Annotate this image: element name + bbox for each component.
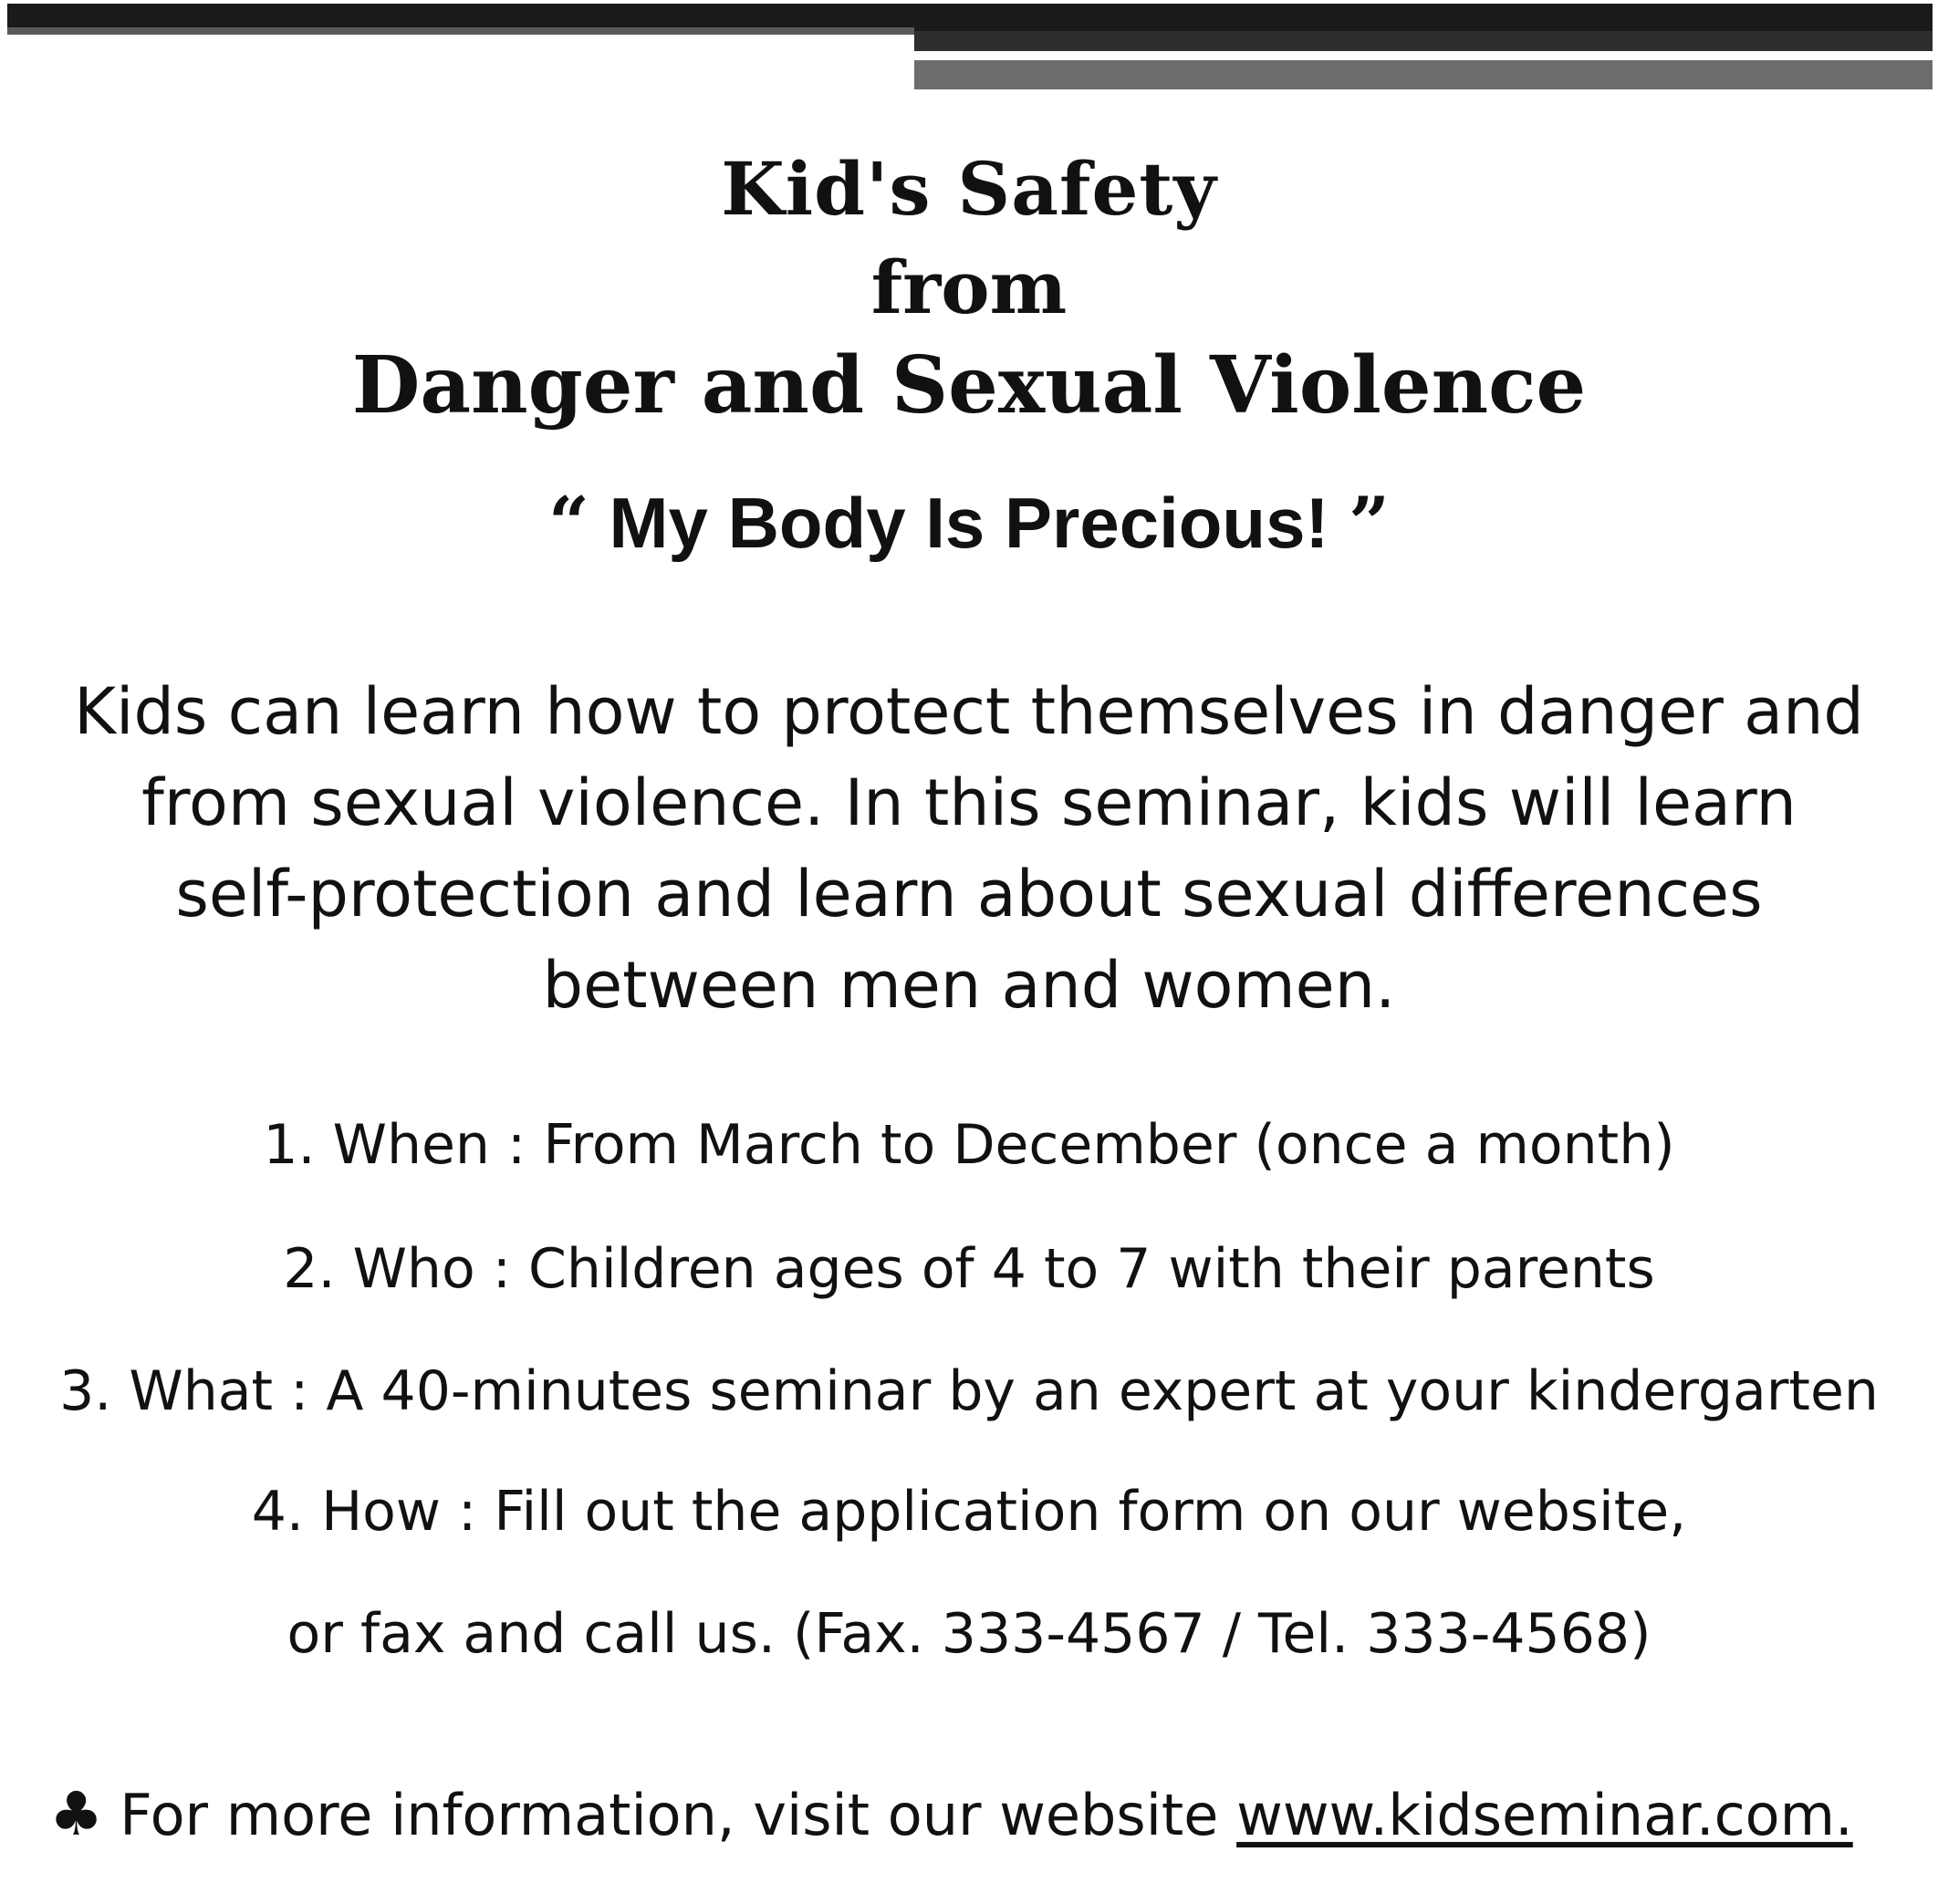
decorative-bar-right-lower bbox=[914, 60, 1933, 89]
detail-what: 3. What : A 40-minutes seminar by an expert at your kindergarten bbox=[59, 1359, 1879, 1423]
close-quote: ” bbox=[1349, 482, 1390, 565]
club-suit-icon: ♣ bbox=[49, 1779, 104, 1849]
slogan-text: My Body Is Precious! bbox=[589, 483, 1349, 563]
detail-how-contact: or fax and call us. (Fax. 333-4567 / Tel. 333-4568) bbox=[287, 1602, 1651, 1666]
description bbox=[55, 666, 1883, 1031]
description-line: Kids can learn how to protect themselves in danger and bbox=[74, 674, 1864, 749]
decorative-bar-right-middle bbox=[914, 31, 1933, 51]
title-line-2: from bbox=[870, 245, 1068, 330]
title-line-3: Danger and Sexual Violence bbox=[351, 339, 1587, 432]
footer-text: For more information, visit our website bbox=[120, 1782, 1237, 1848]
open-quote: “ bbox=[548, 482, 589, 565]
decorative-bar-top-shadow bbox=[7, 27, 914, 35]
detail-how: 4. How : Fill out the application form on our website, bbox=[251, 1480, 1687, 1544]
website-link[interactable]: www.kidseminar.com. bbox=[1236, 1782, 1853, 1848]
title-line-1: Kid's Safety bbox=[721, 146, 1217, 232]
slogan bbox=[0, 482, 1938, 565]
detail-when: 1. When : From March to December (once a month) bbox=[263, 1113, 1675, 1177]
footer-info bbox=[49, 1779, 1853, 1849]
description-line: from sexual violence. In this seminar, kids will learn bbox=[141, 765, 1797, 840]
description-line: between men and women. bbox=[542, 948, 1396, 1023]
detail-who: 2. Who : Children ages of 4 to 7 with their parents bbox=[283, 1237, 1655, 1301]
description-line: self-protection and learn about sexual differences bbox=[175, 857, 1763, 931]
